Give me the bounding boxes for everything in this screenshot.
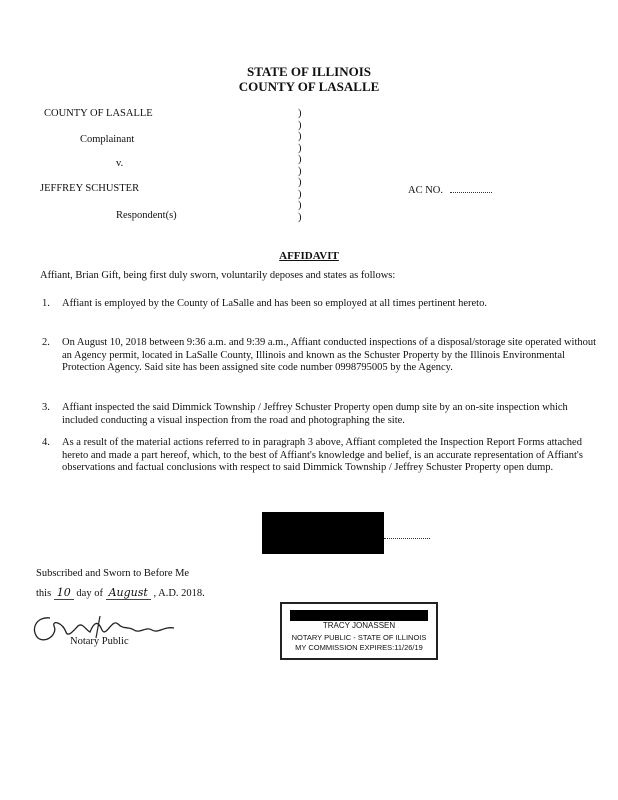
- paragraph-number: 1.: [42, 298, 50, 309]
- paren-mark: ): [298, 108, 302, 119]
- complainant-label: Complainant: [80, 134, 135, 145]
- seal-name: TRACY JONASSEN: [322, 621, 396, 630]
- affidavit-title: AFFIDAVIT: [279, 250, 339, 262]
- ac-number-label: AC NO.: [408, 185, 444, 196]
- paren-mark: ): [298, 200, 302, 211]
- notary-seal: [280, 602, 438, 660]
- paren-mark: ): [298, 131, 302, 142]
- paren-mark: ): [298, 119, 302, 131]
- paragraph-text: Affiant inspected the said Dimmick Township / Jeffrey Schuster Property open dump site by an on-site inspection which included conducting a visual inspection from the road and photographing the site.: [62, 402, 568, 426]
- affiant-signature-line: [384, 538, 430, 539]
- paragraph-text: Affiant is employed by the County of LaSalle and has been so employed at all times pertinent hereto.: [62, 298, 487, 309]
- paragraph-number: 2.: [42, 337, 50, 348]
- day-of-text: day of: [76, 588, 103, 599]
- paragraph-number: 3.: [42, 402, 50, 413]
- seal-commission-line: NOTARY PUBLIC - STATE OF ILLINOIS: [291, 633, 427, 642]
- seal-redaction-bar: [290, 610, 428, 621]
- paren-mark: ): [298, 188, 302, 200]
- versus-label: v.: [116, 158, 124, 169]
- jurat-date-line: [36, 586, 205, 599]
- paragraph-text: On August 10, 2018 between 9:36 a.m. and 9:39 a.m., Affiant conducted inspections of a disposal/storage site operated without an Agency permit, located in LaSalle County, Illinois and known as the Schuster Property by the Illinois Environmental Protection Agency. Said site has been assigned site code number 0998795005 by the Agency.: [62, 337, 597, 373]
- document-header: [0, 64, 618, 94]
- county-heading: COUNTY OF LASALLE: [238, 79, 380, 94]
- paragraph-3: [42, 402, 598, 427]
- complainant-name: COUNTY OF LASALLE: [44, 108, 153, 119]
- seal-expiration-line: MY COMMISSION EXPIRES:11/26/19: [295, 643, 423, 652]
- this-prefix: this: [36, 588, 52, 599]
- state-heading: STATE OF ILLINOIS: [246, 64, 372, 79]
- jurat-month: August: [106, 586, 151, 600]
- paren-mark: ): [298, 142, 302, 154]
- respondent-name: JEFFREY SCHUSTER: [40, 183, 140, 194]
- jurat-year: , A.D. 2018.: [153, 588, 205, 599]
- ac-number: [408, 185, 492, 197]
- paren-mark: ): [298, 165, 302, 177]
- paragraph-2: [42, 337, 598, 375]
- caption-parentheses: [298, 108, 306, 223]
- paren-mark: ): [298, 154, 302, 165]
- paragraph-number: 4.: [42, 437, 50, 448]
- affidavit-intro: Affiant, Brian Gift, being first duly sworn, voluntarily deposes and states as follows:: [40, 270, 396, 281]
- paren-mark: ): [298, 211, 302, 223]
- paragraph-4: [42, 437, 598, 475]
- notary-public-label: Notary Public: [70, 636, 129, 647]
- paren-mark: ): [298, 177, 302, 188]
- paragraph-1: [42, 298, 598, 311]
- subscribed-sworn-text: Subscribed and Sworn to Before Me: [36, 568, 190, 579]
- respondent-label: Respondent(s): [116, 210, 177, 221]
- redacted-signature-block: [262, 512, 384, 554]
- jurat-day: 10: [54, 586, 74, 600]
- paragraph-text: As a result of the material actions referred to in paragraph 3 above, Affiant completed the Inspection Report Forms attached hereto and made a part hereof, which, to the best of Affiant's knowledge and belief, is an accurate representation of Affiant's observations and factual conclusions with respect to said Dimmick Township / Jeffrey Schuster Property open dump.: [62, 437, 583, 473]
